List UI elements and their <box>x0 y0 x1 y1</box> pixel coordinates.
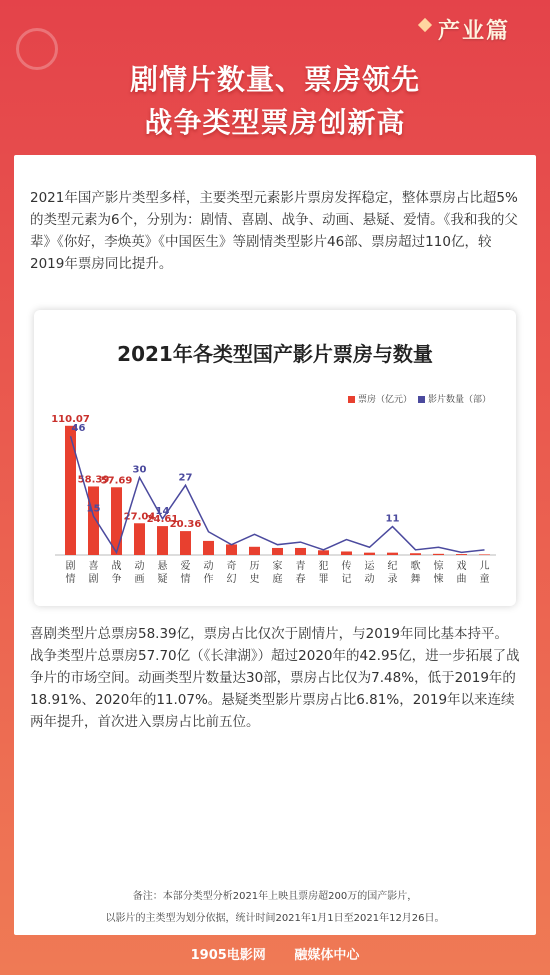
count-line <box>71 436 485 552</box>
tick-历史-1: 历 <box>249 561 260 572</box>
headline-line1: 剧情片数量、票房领先 <box>129 63 420 96</box>
bar-运动 <box>364 553 375 555</box>
footnote-line2: 以影片的主类型为划分依据，统计时间2021年1月1日至2021年12月26日。 <box>105 913 445 924</box>
tick-奇幻-2: 幻 <box>226 574 237 585</box>
bar-家庭 <box>272 548 283 555</box>
analysis-paragraph: 喜剧类型片总票房58.39亿，票房占比仅次于剧情片，与2019年同比基本持平。战争类型片总票房57.70亿（《长津湖》）超过2020年的42.95亿，进一步拓展了战争片的市场空间。动画类型片数量达30部，票房占比仅为7.48%，低于2019年的18.91%、2020年的11.07%。悬疑类型影片票房占比6.81%，2019年以来连续两年提升，首次进入票房占比前五位。 <box>30 626 520 730</box>
tick-动画-2: 画 <box>134 574 145 585</box>
tick-剧情-1: 剧 <box>65 561 76 572</box>
tick-动作-2: 作 <box>203 574 214 585</box>
tick-青春-2: 春 <box>295 574 306 585</box>
tick-爱情-2: 情 <box>180 574 191 585</box>
chart-title: 2021年各类型国产影片票房与数量 <box>117 342 433 366</box>
tick-儿童-2: 童 <box>479 574 490 585</box>
tick-悬疑-1: 悬 <box>157 561 168 572</box>
tick-历史-2: 史 <box>249 574 260 585</box>
tick-战争-1: 战 <box>111 561 122 572</box>
bar-label-悬疑: 24.61 <box>146 514 179 526</box>
bar-奇幻 <box>226 544 237 555</box>
count-label-纪录: 11 <box>385 513 400 525</box>
tick-传记-1: 传 <box>341 561 352 572</box>
brand-1905: 1905电影网 <box>190 948 266 963</box>
tick-犯罪-2: 罪 <box>318 574 329 585</box>
headline-line2: 战争类型票房创新高 <box>144 106 406 139</box>
count-label-爱情: 27 <box>178 472 193 484</box>
tick-动作-1: 动 <box>203 561 214 572</box>
intro-paragraph: 2021年国产影片类型多样，主要类型元素影片票房发挥稳定，整体票房占比超5%的类型元素为6个，分别为：剧情、喜剧、战争、动画、悬疑、爱情。《我和我的父辈》《你好，李焕英》《中国医生》等剧情类型影片46部、票房超过110亿，较2019年票房同比提升。 <box>30 190 518 272</box>
bar-犯罪 <box>318 550 329 555</box>
footer-brands <box>0 944 550 963</box>
tick-动画-1: 动 <box>134 561 145 572</box>
tick-纪录-2: 录 <box>387 574 398 585</box>
tick-悬疑-2: 疑 <box>157 574 168 585</box>
bar-label-爱情: 20.36 <box>169 519 202 531</box>
tick-青春-1: 青 <box>295 561 306 572</box>
tick-运动-1: 运 <box>364 561 375 572</box>
content-card <box>14 155 536 935</box>
tick-喜剧-1: 喜 <box>88 561 99 572</box>
tick-剧情-2: 情 <box>65 574 76 585</box>
bar-喜剧 <box>88 486 99 555</box>
bar-label-动画: 27.04 <box>123 511 156 523</box>
count-label-悬疑: 14 <box>155 505 170 517</box>
tick-儿童-1: 儿 <box>479 561 490 572</box>
chart-container <box>34 310 516 606</box>
tick-家庭-2: 庭 <box>272 574 283 585</box>
count-label-动画: 30 <box>132 464 147 476</box>
bar-纪录 <box>387 553 398 555</box>
bar-惊悚 <box>433 554 444 555</box>
bar-悬疑 <box>157 526 168 555</box>
bar-歌舞 <box>410 553 421 555</box>
tick-惊悚-2: 悚 <box>433 574 444 585</box>
tick-歌舞-1: 歌 <box>410 561 421 572</box>
tick-喜剧-2: 剧 <box>88 574 99 585</box>
tick-戏曲-1: 戏 <box>456 561 467 572</box>
tick-惊悚-1: 惊 <box>433 561 444 572</box>
tick-运动-2: 动 <box>364 574 375 585</box>
tick-家庭-1: 家 <box>272 561 283 572</box>
tick-纪录-1: 纪 <box>387 561 398 572</box>
bar-历史 <box>249 547 260 555</box>
bar-动作 <box>203 541 214 555</box>
tick-奇幻-1: 奇 <box>226 561 237 572</box>
bar-label-剧情: 110.07 <box>51 413 90 425</box>
bar-爱情 <box>180 531 191 555</box>
tick-爱情-1: 爱 <box>180 561 191 572</box>
bar-label-喜剧: 58.39 <box>77 474 110 486</box>
count-label-喜剧: 15 <box>86 503 101 515</box>
count-label-剧情: 46 <box>71 423 86 435</box>
tick-歌舞-2: 舞 <box>410 574 421 585</box>
bar-战争 <box>111 487 122 555</box>
tick-传记-2: 记 <box>341 574 352 585</box>
tick-战争-2: 争 <box>111 574 122 585</box>
bar-戏曲 <box>456 554 467 555</box>
legend-count-label: 影片数量（部） <box>428 395 492 405</box>
section-tag: 产业篇 <box>438 14 510 45</box>
bar-label-战争: 57.69 <box>100 475 133 487</box>
bar-儿童 <box>479 554 490 555</box>
bar-青春 <box>295 548 306 555</box>
bar-动画 <box>134 523 145 555</box>
bar-传记 <box>341 551 352 555</box>
legend-boxoffice-label: 票房（亿元） <box>358 395 413 405</box>
brand-media-center: 融媒体中心 <box>294 948 360 963</box>
tick-犯罪-1: 犯 <box>318 561 329 572</box>
footnote-line1: 备注：本部分类型分析2021年上映且票房超200万的国产影片， <box>132 891 418 902</box>
bar-line-chart <box>34 310 516 606</box>
bar-剧情 <box>65 426 76 555</box>
tick-戏曲-2: 曲 <box>456 574 467 585</box>
